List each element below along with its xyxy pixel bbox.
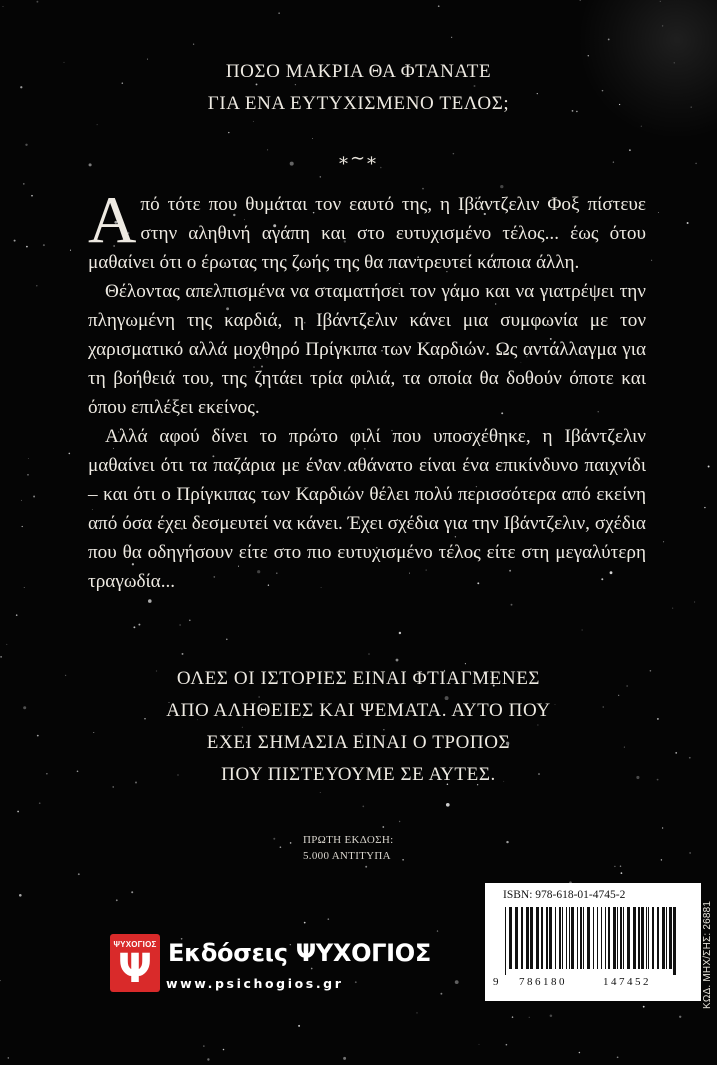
star — [704, 507, 705, 508]
star — [22, 526, 23, 527]
barcode-digits-left: 786180 — [519, 976, 567, 988]
publisher-logo — [110, 934, 160, 992]
ornament-divider: ⁎∼⁎ — [338, 148, 379, 169]
barcode-digits-right: 147452 — [603, 976, 651, 988]
synopsis — [88, 183, 646, 596]
star — [97, 124, 98, 125]
star — [280, 846, 282, 848]
barcode-bar — [608, 907, 610, 969]
barcode-bar — [648, 907, 649, 969]
star — [223, 1049, 225, 1051]
star — [694, 601, 695, 602]
star — [24, 587, 25, 588]
star — [617, 1056, 619, 1058]
headline-line-1: ΠΟΣΟ ΜΑΚΡΙΑ ΘΑ ΦΤΑΝΑΤΕ — [225, 61, 492, 82]
barcode-bar — [577, 907, 578, 969]
barcode-bar — [526, 907, 529, 969]
star — [31, 195, 33, 197]
star — [131, 891, 133, 893]
star — [451, 37, 452, 38]
star — [253, 121, 254, 122]
edition-line-1: ΠΡΩΤΗ ΕΚΔΟΣΗ: — [303, 834, 394, 846]
star — [133, 626, 135, 628]
star — [278, 12, 279, 13]
star — [320, 792, 321, 793]
barcode-bar — [593, 907, 594, 969]
star — [228, 132, 229, 133]
star — [437, 930, 438, 931]
star — [182, 653, 184, 655]
barcode-bar — [530, 907, 533, 969]
star — [180, 624, 181, 625]
star — [21, 500, 22, 501]
barcode-panel — [485, 883, 701, 1001]
barcode-bar — [587, 907, 590, 969]
star — [658, 212, 659, 213]
star — [226, 639, 228, 641]
isbn-label: ISBN: 978-618-01-4745-2 — [503, 889, 626, 901]
star — [43, 244, 45, 246]
synopsis-paragraph-2: Θέλοντας απελπισμένα να σταματήσει τον γάμο και να γιατρέψει την πληγωμένη της καρδιά, η Ιβάντζελιν κάνει μια συμφωνία με τον χαρισματικό αλλά μοχθηρό Πρίγκιπα των Καρδιών. Ως αντάλλαγμα για τη βοήθειά του, της ζητάει τρία φιλιά, τα οποία θα δοθούν όποτε και όπου επιλέξει εκείνος. — [88, 281, 646, 418]
star — [320, 176, 321, 177]
star — [582, 630, 583, 631]
star — [14, 240, 16, 242]
star — [621, 872, 623, 874]
barcode-bar — [657, 907, 659, 969]
barcode-bar — [652, 907, 654, 969]
star — [138, 624, 140, 626]
barcode-bar — [669, 907, 672, 969]
barcode-bar — [633, 907, 636, 969]
barcode-bar — [549, 907, 552, 969]
star — [651, 260, 652, 261]
headline — [0, 56, 717, 120]
star — [661, 859, 662, 860]
star — [506, 841, 508, 843]
star — [290, 842, 292, 844]
star — [687, 222, 689, 224]
star — [440, 993, 442, 995]
tagline-quote — [0, 663, 717, 791]
star — [3, 6, 4, 7]
star — [27, 474, 29, 476]
star — [512, 1016, 514, 1018]
star — [396, 659, 399, 662]
star — [643, 1006, 645, 1008]
star — [417, 1012, 418, 1013]
star — [78, 873, 80, 875]
star — [39, 802, 41, 804]
star — [26, 246, 28, 248]
edition-line-2: 5.000 ΑΝΤΙΤΥΠΑ — [303, 850, 391, 862]
star — [6, 644, 7, 645]
star — [529, 1017, 530, 1018]
barcode-bar — [662, 907, 665, 969]
barcode-icon — [503, 907, 679, 975]
star — [402, 859, 404, 861]
quote-line-1: ΟΛΕΣ ΟΙ ΙΣΤΟΡΙΕΣ ΕΙΝΑΙ ΦΤΙΑΓΜΕΝΕΣ — [176, 668, 541, 689]
star — [399, 821, 400, 822]
star — [23, 183, 25, 185]
barcode-bar — [566, 907, 567, 969]
quote-line-4: ΠΟΥ ΠΙΣΤΕΥΟΥΜΕ ΣΕ ΑΥΤΕΣ. — [221, 764, 496, 785]
logo-wordmark: ΨΥΧΟΓΙΟΣ — [113, 940, 157, 949]
publisher-url: www.psichogios.gr — [166, 976, 344, 991]
star — [36, 1, 38, 3]
star — [304, 922, 306, 924]
drop-cap: Α — [88, 183, 137, 257]
star — [148, 599, 152, 603]
barcode-bar — [638, 907, 640, 969]
star — [116, 899, 118, 901]
barcode-bar — [583, 907, 584, 969]
star — [368, 653, 370, 655]
barcode-bar — [646, 907, 647, 969]
star — [69, 453, 71, 455]
star — [203, 1046, 204, 1047]
star — [663, 541, 664, 542]
star — [511, 604, 513, 606]
barcode-bar — [617, 907, 618, 969]
star — [343, 1057, 346, 1060]
barcode-bar — [666, 907, 667, 969]
barcode-bar — [515, 907, 518, 969]
star — [207, 1058, 209, 1060]
psi-logo-icon: Ψ — [118, 946, 152, 992]
publisher-block — [110, 934, 432, 1004]
star — [36, 285, 37, 286]
star — [16, 614, 18, 616]
barcode-bar — [541, 907, 543, 969]
star — [446, 803, 450, 807]
star — [328, 918, 330, 920]
star — [580, 0, 581, 1]
star — [19, 894, 22, 897]
barcode-bar — [559, 907, 561, 969]
star — [25, 144, 27, 146]
star — [362, 806, 364, 808]
star — [0, 980, 1, 981]
star — [273, 838, 275, 840]
publisher-name: Εκδόσεις ΨΥΧΟΓΙΟΣ — [168, 939, 432, 967]
star — [193, 44, 194, 45]
star — [70, 250, 71, 251]
barcode-bar — [521, 907, 523, 969]
barcode-bar — [620, 907, 622, 969]
star — [672, 608, 673, 609]
barcode-bar — [555, 907, 556, 969]
star — [399, 632, 401, 634]
star — [189, 619, 191, 621]
star — [506, 1044, 508, 1046]
edition-info — [303, 832, 393, 864]
star — [0, 656, 2, 658]
star — [689, 852, 690, 853]
star — [455, 980, 459, 984]
quote-line-3: ΕΧΕΙ ΣΗΜΑΣΙΑ ΕΙΝΑΙ Ο ΤΡΟΠΟΣ — [206, 732, 511, 753]
barcode-bar — [597, 907, 598, 969]
star — [33, 496, 35, 498]
star — [438, 5, 440, 7]
barcode-bar — [673, 907, 676, 975]
star — [579, 1052, 581, 1054]
barcode-bar — [562, 907, 563, 969]
barcode-bar — [641, 907, 644, 969]
barcode-bar — [536, 907, 539, 969]
product-code: ΚΩΔ. ΜΗΧ/ΣΗΣ: 26881 — [702, 900, 713, 1009]
star — [298, 1025, 300, 1027]
star — [500, 185, 503, 188]
star — [679, 1016, 681, 1018]
barcode-bar — [509, 907, 512, 969]
star — [550, 1014, 553, 1017]
star — [365, 866, 367, 868]
synopsis-paragraph-1 — [88, 183, 646, 277]
quote-line-2: ΑΠΟ ΑΛΗΘΕΙΕΣ ΚΑΙ ΨΕΜΑΤΑ. ΑΥΤΟ ΠΟΥ — [166, 700, 551, 721]
barcode-digit-prefix: 9 — [493, 976, 499, 988]
star — [17, 811, 19, 813]
barcode-bar — [623, 907, 624, 969]
star — [312, 138, 313, 139]
star — [620, 866, 621, 867]
star — [479, 1044, 480, 1045]
barcode-bar — [605, 907, 606, 969]
barcode-bar — [505, 907, 506, 975]
barcode-bar — [546, 907, 548, 969]
star — [614, 866, 615, 867]
barcode-bar — [580, 907, 582, 969]
barcode-bar — [601, 907, 602, 969]
synopsis-paragraph-1-text: πό τότε που θυμάται τον εαυτό της, η Ιβάντζελιν Φοξ πίστευε στην αληθινή αγάπη και στο ευτυχισμένο τέλος... έως ότου μαθαίνει ότι ο έρωτας της ζωής της θα παντρευτεί κάποια άλλη. — [88, 194, 646, 273]
barcode-bar — [571, 907, 574, 969]
star — [382, 826, 384, 828]
star — [662, 827, 663, 828]
barcode-bar — [569, 907, 570, 969]
barcode-bar — [613, 907, 616, 969]
headline-line-2: ΓΙΑ ΕΝΑ ΕΥΤΥΧΙΣΜΕΝΟ ΤΕΛΟΣ; — [207, 93, 510, 114]
star — [708, 466, 710, 468]
star — [8, 1057, 10, 1059]
synopsis-paragraph-3: Αλλά αφού δίνει το πρώτο φιλί που υποσχέθηκε, η Ιβάντζελιν μαθαίνει ότι τα παζάρια με έναν αθάνατο είναι ένα επικίνδυνο παιχνίδι – και ότι ο Πρίγκιπας των Καρδιών θέλει πολύ περισσότερα από εκείνη από όσα έχει δεσμευτεί να κάνει. Έχει σχέδια για την Ιβάντζελιν, σχέδια που θα οδηγήσουν είτε στο πιο ευτυχισμένο τέλος είτε στη μεγαλύτερη τραγωδία... — [88, 426, 646, 592]
barcode-bar — [627, 907, 630, 969]
star — [28, 458, 29, 459]
